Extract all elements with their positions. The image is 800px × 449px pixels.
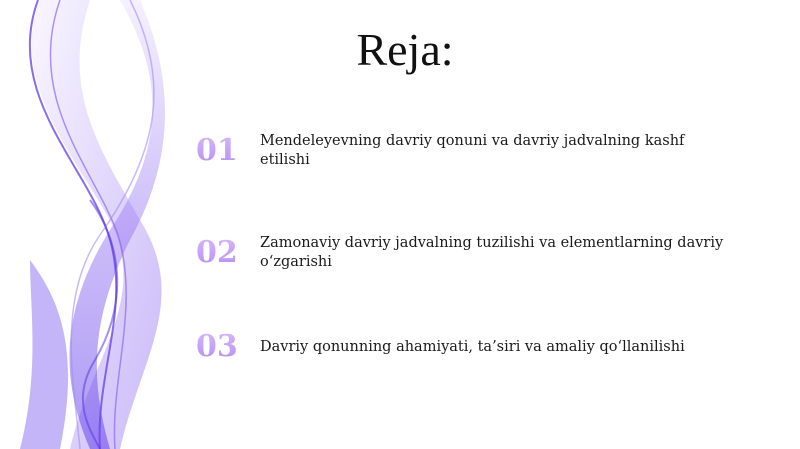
slide-title: Reja:	[356, 24, 454, 75]
agenda-item	[196, 132, 756, 170]
agenda-item-number: 03	[196, 330, 258, 364]
agenda-item-number: 01	[196, 134, 258, 168]
agenda-item-text: Zamonaviy davriy jadvalning tuzilishi va elementlarning davriy o‘zgarishi	[260, 235, 724, 270]
agenda-item-text: Mendeleyevning davriy qonuni va davriy jadvalning kashf etilishi	[260, 133, 685, 168]
agenda-item-number: 02	[196, 236, 258, 270]
agenda-item-text: Davriy qonunning ahamiyati, ta’siri va amaliy qo‘llanilishi	[260, 338, 685, 355]
agenda-item	[196, 234, 756, 272]
agenda-item	[196, 330, 756, 364]
purple-ribbon-decoration	[0, 0, 200, 449]
ribbon-band-3	[20, 260, 68, 449]
